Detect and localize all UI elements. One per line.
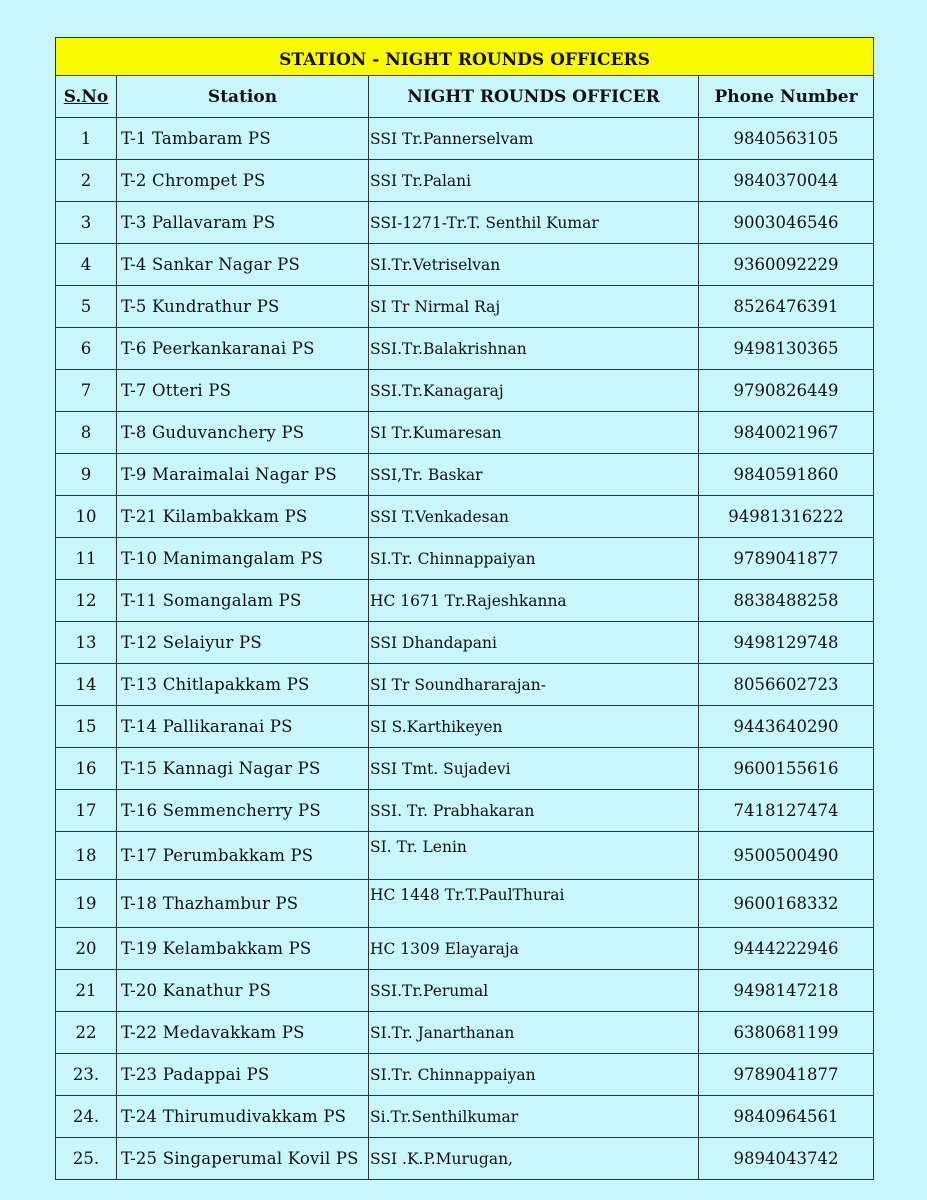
cell-sno: 22 [56, 1012, 117, 1054]
table-row [56, 928, 874, 970]
cell-officer: SSI.Tr.Balakrishnan [369, 328, 699, 370]
cell-station: T-5 Kundrathur PS [117, 286, 369, 328]
header-officer: NIGHT ROUNDS OFFICER [369, 76, 699, 118]
cell-phone: 94981316222 [699, 496, 874, 538]
table-row [56, 1054, 874, 1096]
cell-officer: SI. Tr. Lenin [369, 832, 699, 880]
cell-phone: 8526476391 [699, 286, 874, 328]
cell-sno: 19 [56, 880, 117, 928]
table-row [56, 328, 874, 370]
table-row [56, 880, 874, 928]
cell-station: T-2 Chrompet PS [117, 160, 369, 202]
cell-phone: 9789041877 [699, 1054, 874, 1096]
cell-sno: 8 [56, 412, 117, 454]
cell-phone: 9600155616 [699, 748, 874, 790]
header-sno: S.No [56, 76, 117, 118]
header-phone: Phone Number [699, 76, 874, 118]
cell-station: T-3 Pallavaram PS [117, 202, 369, 244]
cell-phone: 9498130365 [699, 328, 874, 370]
cell-phone: 6380681199 [699, 1012, 874, 1054]
table-title: STATION - NIGHT ROUNDS OFFICERS [56, 38, 874, 76]
cell-phone: 9789041877 [699, 538, 874, 580]
table-row [56, 748, 874, 790]
table-row [56, 1096, 874, 1138]
table-row [56, 622, 874, 664]
cell-sno: 2 [56, 160, 117, 202]
cell-station: T-9 Maraimalai Nagar PS [117, 454, 369, 496]
cell-station: T-18 Thazhambur PS [117, 880, 369, 928]
cell-station: T-19 Kelambakkam PS [117, 928, 369, 970]
cell-station: T-20 Kanathur PS [117, 970, 369, 1012]
cell-phone: 9500500490 [699, 832, 874, 880]
cell-station: T-15 Kannagi Nagar PS [117, 748, 369, 790]
cell-station: T-4 Sankar Nagar PS [117, 244, 369, 286]
cell-station: T-17 Perumbakkam PS [117, 832, 369, 880]
cell-sno: 1 [56, 118, 117, 160]
night-rounds-table [55, 37, 874, 1180]
cell-officer: SSI.Tr.Perumal [369, 970, 699, 1012]
table-title-row [56, 38, 874, 76]
cell-phone: 8056602723 [699, 664, 874, 706]
cell-sno: 20 [56, 928, 117, 970]
cell-officer: SSI T.Venkadesan [369, 496, 699, 538]
cell-sno: 16 [56, 748, 117, 790]
cell-sno: 25. [56, 1138, 117, 1180]
cell-officer: SSI.Tr.Kanagaraj [369, 370, 699, 412]
cell-sno: 5 [56, 286, 117, 328]
cell-sno: 17 [56, 790, 117, 832]
cell-officer: SI.Tr. Chinnappaiyan [369, 538, 699, 580]
cell-phone: 9443640290 [699, 706, 874, 748]
cell-phone: 9498147218 [699, 970, 874, 1012]
cell-officer: SSI,Tr. Baskar [369, 454, 699, 496]
cell-phone: 9840370044 [699, 160, 874, 202]
cell-sno: 4 [56, 244, 117, 286]
cell-sno: 18 [56, 832, 117, 880]
cell-sno: 23. [56, 1054, 117, 1096]
cell-phone: 9840021967 [699, 412, 874, 454]
table-row [56, 790, 874, 832]
cell-phone: 9003046546 [699, 202, 874, 244]
cell-phone: 9840563105 [699, 118, 874, 160]
table-row [56, 202, 874, 244]
cell-officer: SSI Tr.Palani [369, 160, 699, 202]
cell-sno: 24. [56, 1096, 117, 1138]
cell-station: T-22 Medavakkam PS [117, 1012, 369, 1054]
table-row [56, 412, 874, 454]
cell-officer: Si.Tr.Senthilkumar [369, 1096, 699, 1138]
cell-sno: 7 [56, 370, 117, 412]
cell-sno: 10 [56, 496, 117, 538]
cell-sno: 14 [56, 664, 117, 706]
cell-phone: 9840964561 [699, 1096, 874, 1138]
cell-officer: SSI .K.P.Murugan, [369, 1138, 699, 1180]
cell-sno: 6 [56, 328, 117, 370]
cell-station: T-23 Padappai PS [117, 1054, 369, 1096]
table-row [56, 706, 874, 748]
table-row [56, 118, 874, 160]
cell-officer: SSI Tr.Pannerselvam [369, 118, 699, 160]
cell-phone: 7418127474 [699, 790, 874, 832]
cell-station: T-16 Semmencherry PS [117, 790, 369, 832]
cell-station: T-14 Pallikaranai PS [117, 706, 369, 748]
cell-phone: 9894043742 [699, 1138, 874, 1180]
table-row [56, 370, 874, 412]
table-row [56, 454, 874, 496]
cell-sno: 11 [56, 538, 117, 580]
cell-phone: 9444222946 [699, 928, 874, 970]
cell-station: T-7 Otteri PS [117, 370, 369, 412]
table-header-row [56, 76, 874, 118]
cell-sno: 3 [56, 202, 117, 244]
cell-station: T-8 Guduvanchery PS [117, 412, 369, 454]
cell-officer: SI Tr Soundhararajan- [369, 664, 699, 706]
table-row [56, 832, 874, 880]
table-row [56, 1138, 874, 1180]
cell-station: T-11 Somangalam PS [117, 580, 369, 622]
table-row [56, 538, 874, 580]
cell-station: T-10 Manimangalam PS [117, 538, 369, 580]
cell-officer: HC 1448 Tr.T.PaulThurai [369, 880, 699, 928]
table-row [56, 580, 874, 622]
cell-officer: SSI Tmt. Sujadevi [369, 748, 699, 790]
cell-station: T-21 Kilambakkam PS [117, 496, 369, 538]
cell-phone: 9498129748 [699, 622, 874, 664]
cell-officer: SI.Tr.Vetriselvan [369, 244, 699, 286]
cell-station: T-24 Thirumudivakkam PS [117, 1096, 369, 1138]
table-row [56, 496, 874, 538]
cell-phone: 9600168332 [699, 880, 874, 928]
cell-sno: 12 [56, 580, 117, 622]
cell-phone: 8838488258 [699, 580, 874, 622]
cell-station: T-13 Chitlapakkam PS [117, 664, 369, 706]
table-row [56, 664, 874, 706]
cell-sno: 9 [56, 454, 117, 496]
cell-officer: SI.Tr. Janarthanan [369, 1012, 699, 1054]
cell-station: T-12 Selaiyur PS [117, 622, 369, 664]
cell-sno: 13 [56, 622, 117, 664]
cell-sno: 21 [56, 970, 117, 1012]
cell-officer: HC 1309 Elayaraja [369, 928, 699, 970]
cell-sno: 15 [56, 706, 117, 748]
cell-officer: SSI. Tr. Prabhakaran [369, 790, 699, 832]
cell-station: T-6 Peerkankaranai PS [117, 328, 369, 370]
cell-officer: SSI-1271-Tr.T. Senthil Kumar [369, 202, 699, 244]
cell-station: T-25 Singaperumal Kovil PS [117, 1138, 369, 1180]
table-row [56, 244, 874, 286]
table-row [56, 286, 874, 328]
cell-officer: SI Tr Nirmal Raj [369, 286, 699, 328]
table-row [56, 1012, 874, 1054]
cell-officer: SI Tr.Kumaresan [369, 412, 699, 454]
table-body [56, 118, 874, 1180]
table-row [56, 970, 874, 1012]
cell-phone: 9840591860 [699, 454, 874, 496]
cell-officer: SSI Dhandapani [369, 622, 699, 664]
cell-officer: SI S.Karthikeyen [369, 706, 699, 748]
cell-station: T-1 Tambaram PS [117, 118, 369, 160]
cell-officer: SI.Tr. Chinnappaiyan [369, 1054, 699, 1096]
table-row [56, 160, 874, 202]
header-station: Station [117, 76, 369, 118]
cell-phone: 9360092229 [699, 244, 874, 286]
cell-officer: HC 1671 Tr.Rajeshkanna [369, 580, 699, 622]
cell-phone: 9790826449 [699, 370, 874, 412]
